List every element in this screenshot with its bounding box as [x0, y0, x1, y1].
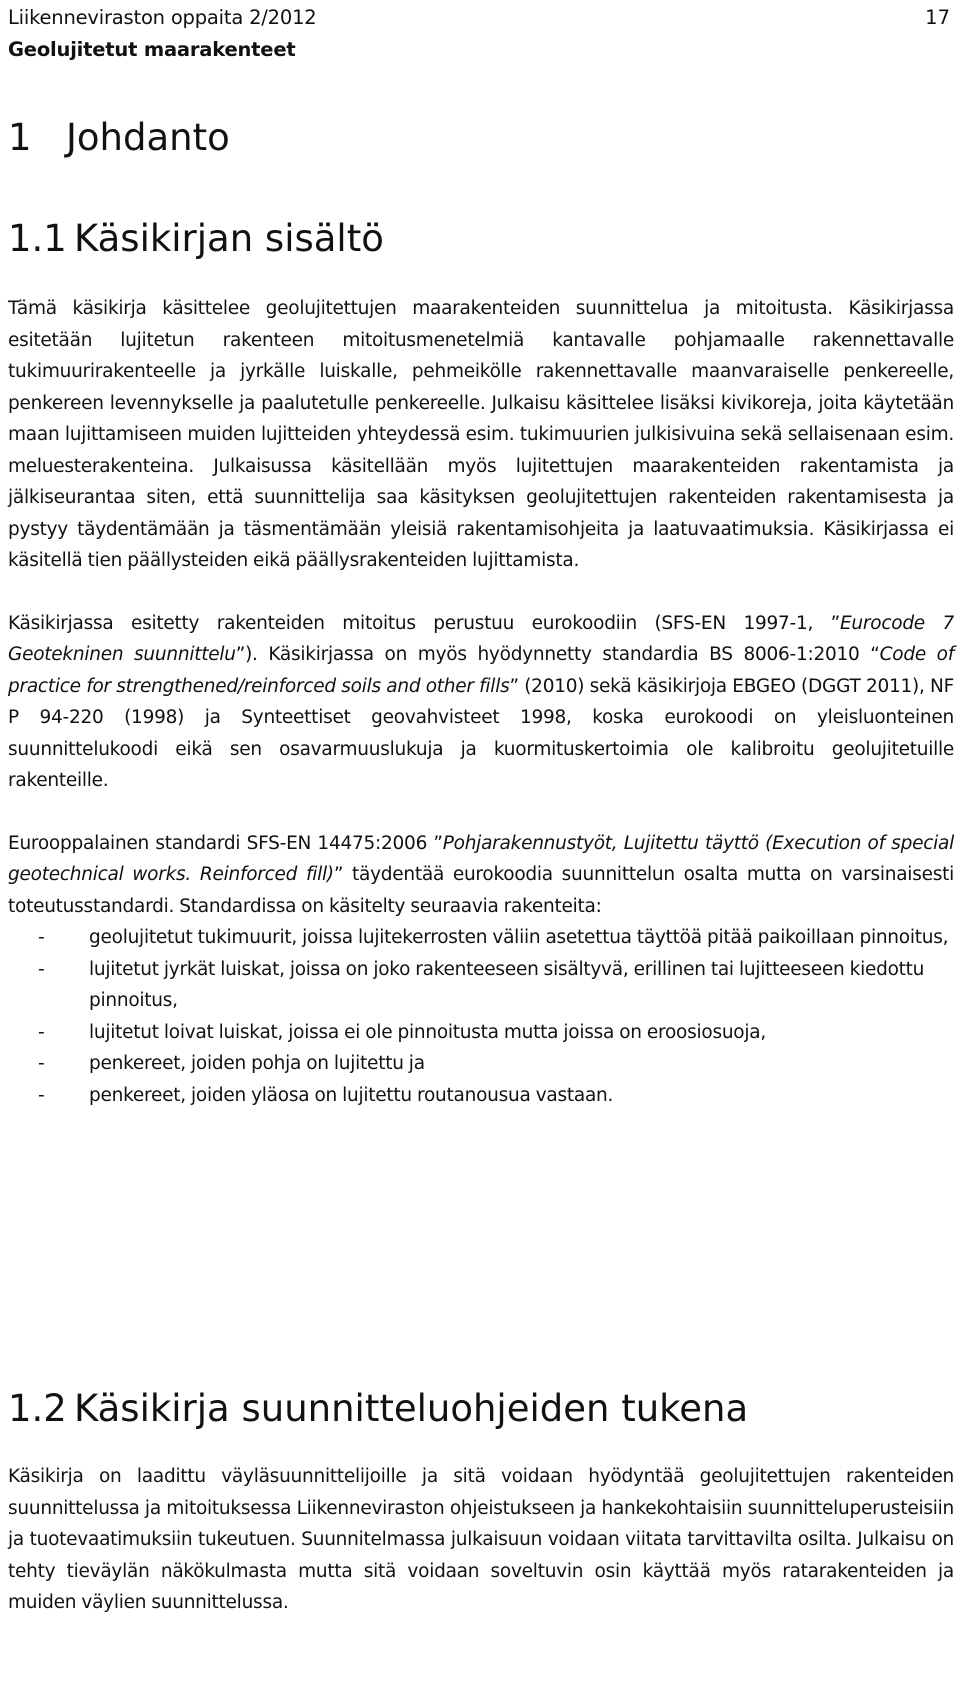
section-1-2-body [8, 1461, 954, 1619]
section-heading-1-2 [8, 1383, 748, 1435]
list-item: - penkereet, joiden yläosa on lujitettu routanousua vastaan. [38, 1084, 614, 1106]
paragraph: Käsikirja on laadittu väyläsuunnittelijoille ja sitä voidaan hyödyntää geolujitettujen rakenteiden suunnittelussa ja mitoituksessa Liikenneviraston ohjeistukseen ja hankekohtaisiin suunnitteluperusteisiin ja tuotevaatimuksiin tukeutuen. Suunnitelmassa julkaisuun voidaan viitata tarvittavilta osilta. Julkaisu on tehty tieväylän näkökulmasta mutta sitä voidaan soveltuvin osin käyttää myös ratarakenteiden ja muiden väylien suunnittelussa. [8, 1466, 954, 1613]
chapter-title: Johdanto [66, 116, 230, 159]
section-number: 1.1 [8, 217, 67, 260]
section-number: 1.2 [8, 1387, 67, 1430]
list-item: - lujitetut loivat luiskat, joissa ei ole pinnoitusta mutta joissa on eroosiosuoja, [38, 1021, 766, 1043]
page-header [8, 2, 952, 66]
list-item: - lujitetut jyrkät luiskat, joissa on joko rakenteeseen sisältyvä, erillinen tai lujitteeseen kiedottu pinnoitus, [38, 958, 925, 1011]
publication-title: Liikenneviraston oppaita 2/2012 [8, 6, 317, 29]
chapter-heading [8, 112, 230, 164]
list-item: - penkereet, joiden pohja on lujitettu ja [38, 1053, 425, 1074]
section-heading-1-1 [8, 213, 384, 265]
section-title: Käsikirjan sisältö [74, 217, 384, 260]
section-1-1-body [8, 293, 954, 1111]
paragraph: Käsikirjassa esitetty rakenteiden mitoitus perustuu eurokoodiin (SFS-EN 1997-1, ”Eurocode 7 Geotekninen suunnittelu”). Käsikirjassa on myös hyödynnetty standardia BS 8006-1:2010 “Code of practice for strengthened/reinforced soils and other fills” (2010) sekä käsikirjoja EBGEO (DGGT 2011), NF P 94-220 (1998) ja Synteettiset geovahvisteet 1998, koska eurokoodi on yleisluonteinen suunnittelukoodi eikä sen osavarmuuslukuja ja kuormituskertoimia ole kalibroitu geolujitetuille rakenteille. [8, 612, 955, 791]
section-title: Käsikirja suunnitteluohjeiden tukena [74, 1387, 749, 1430]
paragraph: Eurooppalainen standardi SFS-EN 14475:2006 ”Pohjarakennustyöt, Lujitettu täyttö (Execution of special geotechnical works. Reinforced fill)” täydentää eurokoodia suunnittelun osalta mutta on varsinaisesti toteutusstandardi. Standardissa on käsitelty seuraavia rakenteita: [8, 832, 954, 917]
chapter-number: 1 [8, 116, 32, 159]
list-item: - geolujitetut tukimuurit, joissa lujitekerrosten väliin asetettua täyttöä pitää paikoillaan pinnoitus, [38, 927, 949, 948]
paragraph: Tämä käsikirja käsittelee geolujitettujen maarakenteiden suunnittelua ja mitoitusta. Käsikirjassa esitetään lujitetun rakenteen mitoitusmenetelmiä kantavalle pohjamaalle rakennettavalle tukimuurirakenteelle ja jyrkälle luiskalle, pehmeikölle rakennettavalle maanvaraiselle penkereelle, penkereen levennykselle ja paalutetulle penkereelle. Julkaisu käsittelee lisäksi kivikoreja, joita käytetään maan lujittamiseen muiden lujitteiden yhteydessä esim. tukimuurien julkisivuina sekä sellaisenaan esim. meluesterakenteina. Julkaisussa käsitellään myös lujitettujen maarakenteiden rakentamista ja jälkiseurantaa siten, että suunnittelija saa käsityksen geolujitettujen rakenteiden rakentamisesta ja pystyy täydentämään ja täsmentämään yleisiä rakentamisohjeita ja laatuvaatimuksia. Käsikirjassa ei käsitellä tien päällysteiden eikä päällysrakenteiden lujittamista. [8, 298, 954, 571]
page-number: 17 [925, 6, 950, 29]
document-subtitle: Geolujitetut maarakenteet [8, 38, 296, 61]
structure-list [8, 922, 954, 1111]
